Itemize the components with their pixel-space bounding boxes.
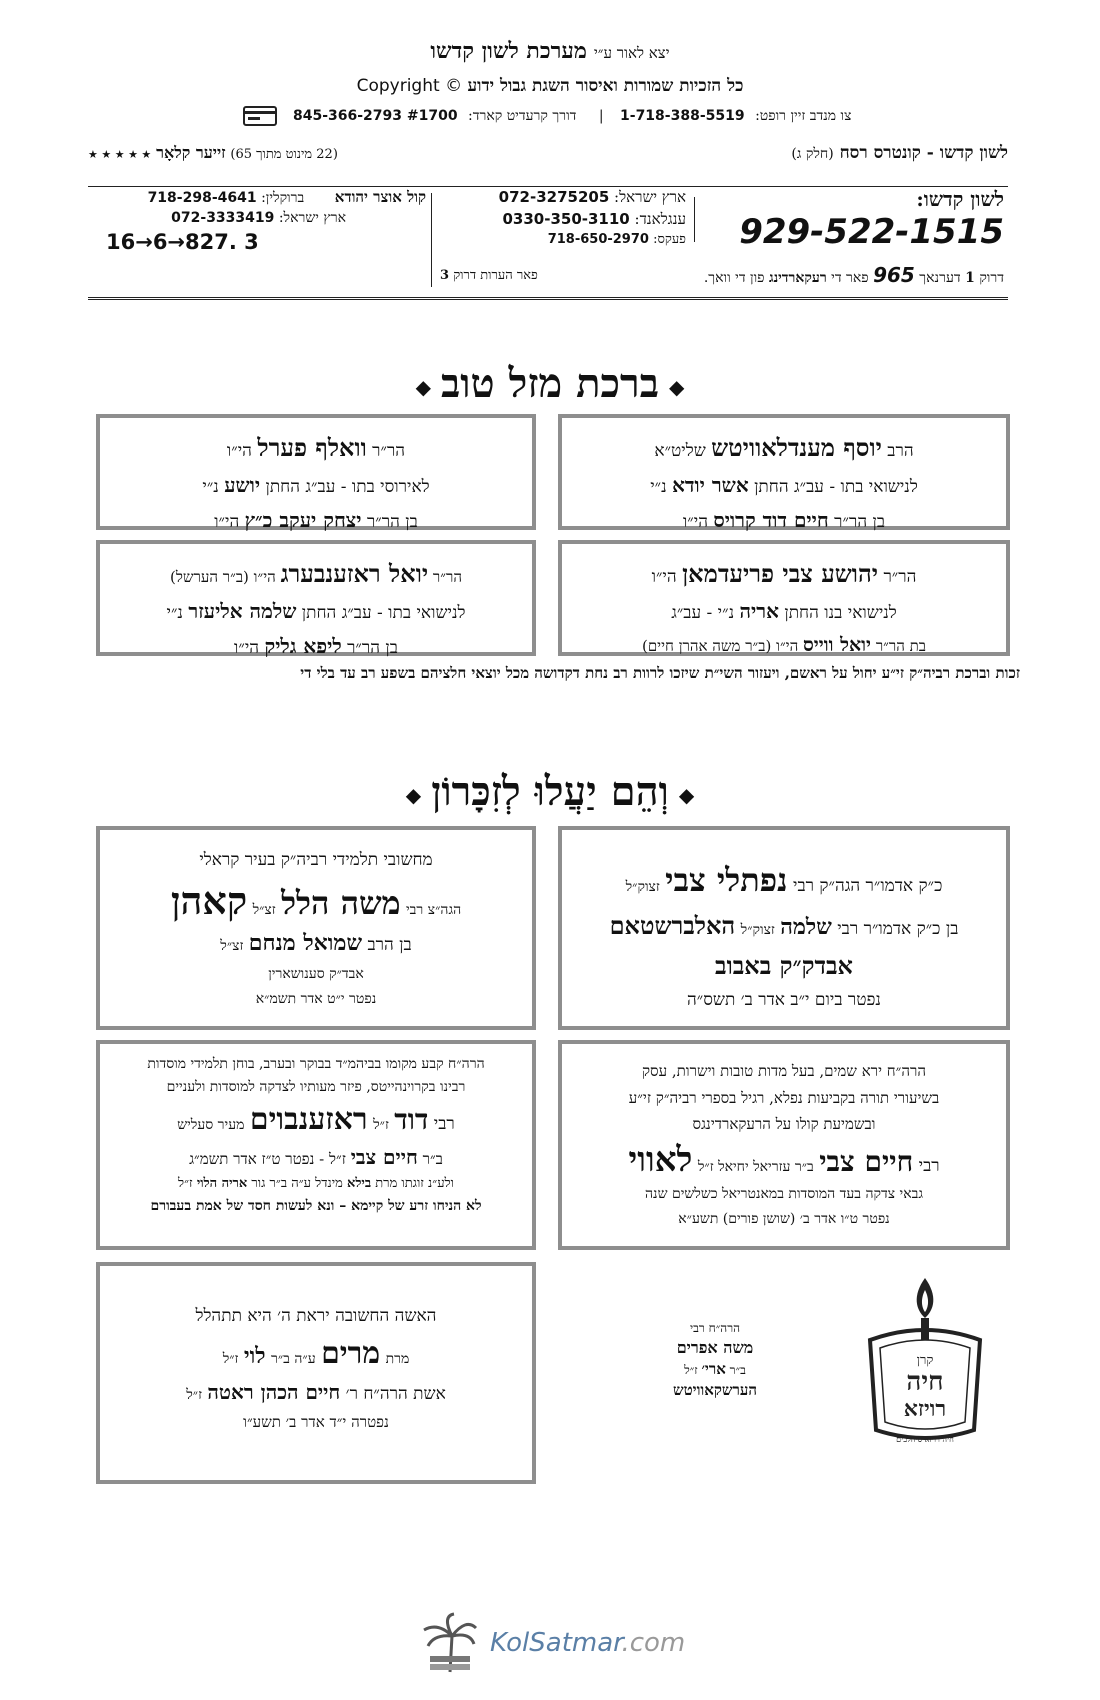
- card-text: מחשובי תלמידי רביה״ק בעיר קראלי: [199, 850, 433, 870]
- card-text: ז״ל: [186, 1386, 202, 1403]
- publisher-prefix: יצא לאור ע״י: [593, 44, 670, 62]
- card-text: ב״ר עזריאל יחיאל ז״ל: [697, 1158, 814, 1175]
- card-text: ז״ל: [222, 1350, 239, 1367]
- card-name: האלברשטאם: [609, 911, 736, 940]
- card-text: ע״ה ב״ר: [270, 1350, 316, 1367]
- card-name: משה הלל: [281, 883, 401, 922]
- card-text: נפטרה י״ד אדר ב׳ תשע״ו: [243, 1413, 389, 1431]
- card-name: חיים דוד קרויס: [713, 507, 829, 532]
- brooklyn-phone[interactable]: 718-298-4641: [147, 190, 257, 206]
- card-text: הי״ו (ב״ר משה אהרן חיים): [641, 636, 799, 655]
- card-name: יצחק יעקב כ״ץ: [244, 507, 362, 532]
- card-text: מינדל ע״ה ב״ר גור: [251, 1176, 343, 1191]
- card-name: בילא: [347, 1176, 372, 1191]
- card-name: דוד: [394, 1103, 429, 1136]
- card-text: הרב: [887, 441, 914, 461]
- israel-phone[interactable]: 072-3275205: [498, 188, 610, 206]
- card-name: לאווי: [628, 1139, 693, 1180]
- program-title-block: [791, 143, 1008, 163]
- credit-card-icon: [243, 106, 277, 126]
- card-text: זצ״ל: [220, 938, 244, 955]
- sponsor-text: ז״ל: [684, 1363, 698, 1378]
- card-text: הי״ו: [234, 637, 260, 658]
- fax-label: פעקס:: [653, 231, 686, 247]
- memorial-card: [96, 1262, 536, 1484]
- lk-label: לשון קדשו:: [916, 187, 1004, 211]
- memorial-card: [96, 1040, 536, 1250]
- card-name: יואל ראזענבערג: [280, 559, 429, 588]
- rights-line: [0, 76, 1100, 96]
- card-text: אשת הרה״ח ר׳: [345, 1383, 446, 1404]
- lk-phone[interactable]: 929-522-1515: [739, 212, 1004, 252]
- blessing-card: [96, 414, 536, 530]
- press-digit: 1: [965, 270, 975, 286]
- card-text: אבד״ק סענושארין: [268, 966, 364, 983]
- card-text: ז״ל: [373, 1117, 389, 1133]
- logo-line-3: רויזא: [903, 1396, 947, 1422]
- card-text: ז״ל - נפטר ט״ז אדר תשמ״ג: [189, 1150, 346, 1168]
- card-name: אריה הלוי: [196, 1176, 248, 1191]
- notes-digit: 3: [440, 268, 450, 283]
- diamond-icon: ◆: [415, 375, 432, 399]
- card-text: גבאי צדקה בעד המוסדות במאנטריאל כשלשים שנה: [644, 1186, 923, 1203]
- card-text: ב״ר: [422, 1150, 443, 1168]
- memorial-card: [558, 1040, 1010, 1250]
- card-text: הי״ו: [682, 511, 708, 532]
- england-row: [476, 209, 686, 231]
- publisher-line: [0, 38, 1100, 64]
- card-text: נ״י: [202, 477, 219, 497]
- card-text: ולע״נ זוגתו מרת: [375, 1176, 454, 1191]
- memorial-title: [0, 768, 1100, 815]
- card-text: האשה החשובה יראת ה׳ היא תתהלל: [195, 1306, 437, 1326]
- card-text: הי״ו (ב״ר הערשל): [170, 568, 276, 586]
- card-text: הי״ו: [651, 567, 677, 587]
- card-text: נפטר ט״ו אדר ב׳ (שושן פורים) תשע״א: [678, 1211, 890, 1228]
- sponsor-name: משה אפרים: [676, 1337, 754, 1357]
- memorial-card: [96, 826, 536, 1030]
- card-text: לנישואי בתו - עב״ג החתן: [754, 477, 918, 497]
- card-text: אבדק״ק באבוב: [715, 951, 853, 980]
- card-text: הי״ו: [214, 511, 240, 532]
- donate-phone[interactable]: 1-718-388-5519: [620, 108, 745, 124]
- card-text: כ״ק אדמו״ר הגה״ק רבי: [792, 876, 943, 896]
- memorial-title-text: וְהֵם יַעֲלוּ לְזִכָּרוֹן: [431, 768, 669, 815]
- press-recording: רעקארדינג: [768, 270, 827, 286]
- card-text: זצוק״ל: [625, 879, 660, 895]
- rating-stars-icon: ★ ★ ★ ★ ★: [88, 148, 152, 161]
- card-text: לאירוסי בתו - עב״ג החתן: [265, 477, 430, 497]
- lk-block: [704, 187, 1004, 252]
- blessing-card: [96, 540, 536, 656]
- card-text: ובשמיעת קולו על הרעקארדינגס: [692, 1115, 876, 1133]
- contact-line: [90, 106, 1010, 126]
- press-text: פון די וואך.: [703, 270, 765, 286]
- divider: [694, 197, 695, 242]
- logo-line-1: קרן: [916, 1353, 934, 1368]
- card-text: שליט״א: [654, 441, 706, 461]
- card-text: לא הניחו זרע של קיימא – ונא לעשות חסד של אמת בעבורם: [150, 1197, 482, 1214]
- card-text: רבינו בקרוינהייטס, פיזר מעותיו לצדקה למוסדות ולעניים: [166, 1079, 466, 1095]
- kol-label: קול אוצר יהודא: [334, 188, 426, 206]
- card-name: אריה: [739, 599, 779, 623]
- notes-label: פאר הערות דרוק: [453, 268, 538, 283]
- footer-brand-name: KolSatmar: [490, 1628, 622, 1658]
- footer-brand[interactable]: [490, 1628, 685, 1658]
- donate-label: צו מנדב זיין רופט:: [755, 108, 852, 124]
- card-text: רבי: [433, 1114, 455, 1134]
- intl-phones: [476, 187, 686, 249]
- card-text: נ״י: [650, 477, 667, 497]
- card-text: הר״ר: [432, 568, 462, 586]
- publisher-name: מערכת לשון קדשו: [430, 38, 587, 64]
- israel2-row: [96, 209, 426, 229]
- program-speaker: זייער קלאָר: [156, 143, 226, 162]
- card-text: בן הר״ר: [366, 511, 418, 532]
- diamond-icon: ◆: [678, 783, 695, 807]
- england-phone[interactable]: 0330-350-3110: [502, 209, 630, 228]
- england-label: ענגלאנד:: [634, 209, 686, 228]
- israel-row: [476, 187, 686, 209]
- card-text: נ״י - עב״ג: [671, 603, 735, 623]
- card-name: יואל ווייס: [802, 633, 872, 656]
- israel2-phone[interactable]: 072-3333419: [171, 209, 275, 226]
- sponsor-block: [640, 1320, 790, 1401]
- card-text: בת הר״ר: [875, 636, 927, 655]
- blessings-title-text: ברכת מזל טוב: [441, 360, 659, 407]
- palm-tree-icon: [420, 1612, 480, 1676]
- card-text: מרת: [385, 1350, 410, 1367]
- blessing-card: [558, 414, 1010, 530]
- card-text: לנישואי בתו - עב״ג החתן: [301, 603, 466, 623]
- card-text: ז״ל: [178, 1176, 193, 1191]
- fax-row: [476, 231, 686, 250]
- sponsor-name: ארי׳: [701, 1360, 726, 1379]
- card-name: מרים: [321, 1335, 381, 1371]
- rights-text: כל הזכיות שמורות ואיסור השגת גבול ידוע: [467, 76, 744, 96]
- memorial-card: [558, 826, 1010, 1030]
- card-text: בשיעורי תורה בקביעות נפלא, רגיל בספרי רביה״ק זי״ע: [628, 1088, 940, 1107]
- israel-label: ארץ ישראל:: [614, 188, 686, 206]
- footer-brand-tld: .com: [621, 1628, 686, 1658]
- card-text: מעיר סעליש: [177, 1117, 245, 1133]
- card-text: לנישואי בנו החתן: [784, 603, 897, 623]
- sponsor-text: הרה״ח רבי: [690, 1321, 740, 1335]
- card-name: יהושע צבי פריעדמאן: [682, 559, 879, 588]
- extension-code: 16→6→827. 3: [106, 230, 259, 255]
- card-text: בן הר״ר: [834, 511, 886, 532]
- kol-block: [96, 187, 426, 258]
- phone-box: [88, 186, 1008, 300]
- card-text: בן הר״ר: [347, 637, 398, 658]
- notes-row: [440, 267, 590, 283]
- card-name: וואלף פערל: [257, 433, 367, 462]
- blessings-title: [0, 360, 1100, 407]
- card-phone[interactable]: 845-366-2793 #1700: [292, 108, 458, 124]
- logo-arc-text: חיה רויזא סיחלבים: [896, 1435, 954, 1444]
- card-text: הרה״ח קבע מקומו בביהמ״ד בבוקר ובערב, בוחן תלמידי מוסדות: [147, 1056, 485, 1072]
- card-text: הר״ר: [883, 567, 917, 587]
- separator: |: [598, 108, 604, 124]
- blessing-card: [558, 540, 1010, 656]
- program-speaker-block: [88, 143, 338, 163]
- card-name: שלמה אליעזר: [188, 599, 297, 623]
- card-name: חיים הכהן ראטה: [207, 1379, 341, 1404]
- diamond-icon: ◆: [668, 375, 685, 399]
- card-name: חיים צבי: [350, 1145, 418, 1169]
- candle-logo-icon: [850, 1270, 1000, 1460]
- card-name: חיים צבי: [819, 1144, 914, 1178]
- blessing-note: זכות וברכת רביה״ק זי״ע יחול על ראשם, ויעזור השי״ת שיזכו לרוות רב נחת דקדושה מכל יוצאי חלציהם בשפע רב עד בלי די: [300, 664, 1020, 682]
- diamond-icon: ◆: [405, 783, 422, 807]
- card-name: נפתלי צבי: [665, 861, 788, 899]
- press-text: פאר די: [831, 270, 869, 286]
- card-text: נפטר ביום י״ב אדר ב׳ תשס״ה: [687, 990, 881, 1010]
- program-title: לשון קדשו - קונטרס רסח: [839, 143, 1008, 163]
- israel2-label: ארץ ישראל:: [278, 209, 346, 226]
- fax-phone[interactable]: 718-650-2970: [547, 231, 649, 247]
- program-duration: (22 מינוט מתוך 65): [230, 147, 338, 162]
- card-text: הי״ו: [226, 441, 252, 461]
- press-code: 965: [873, 263, 915, 287]
- sponsor-text: ב״ר: [729, 1363, 746, 1378]
- card-name: יושע: [224, 473, 261, 497]
- program-part: (חלק ג): [791, 146, 834, 162]
- card-text: זצוק״ל: [740, 922, 775, 938]
- logo-line-2: חיה: [906, 1367, 944, 1397]
- brooklyn-label: ברוקלין:: [261, 190, 305, 206]
- card-name: ליפא גליק: [264, 633, 342, 658]
- kol-row: [96, 187, 426, 209]
- card-label: דורך קרעדיט קארד:: [468, 108, 577, 124]
- card-text: הגה״צ רבי: [406, 901, 462, 918]
- card-name: שלמה: [780, 914, 832, 940]
- card-text: בן הרב: [367, 935, 412, 956]
- press-text: דרוק: [979, 270, 1004, 286]
- card-name: אשר יודא: [672, 473, 749, 497]
- card-text: בן כ״ק אדמו״ר רבי: [837, 919, 959, 939]
- card-name: לוי: [243, 1342, 266, 1369]
- card-text: נפטר י״ט אדר תשמ״א: [255, 991, 377, 1008]
- card-text: הרה״ח ירא שמים, בעל מדות טובות וישרות, עסק: [642, 1062, 926, 1080]
- divider: [431, 193, 432, 287]
- sponsor-name: הערשקאוויטש: [672, 1381, 758, 1400]
- card-name: קאהן: [170, 877, 248, 923]
- press-text: דערנאך: [919, 270, 961, 286]
- card-name: יוסף מענדלאוויטש: [711, 433, 882, 462]
- card-text: רבי: [918, 1155, 940, 1176]
- card-name: ראזענבוים: [249, 1102, 368, 1137]
- card-text: נ״י: [166, 603, 183, 623]
- donate-contact: [620, 108, 857, 124]
- card-text: הר״ר: [372, 441, 406, 461]
- copyright-text: Copyright ©: [356, 76, 463, 96]
- card-contact: [293, 108, 582, 124]
- card-text: זצ״ל: [252, 901, 276, 918]
- card-name: שמואל מנחם: [248, 930, 363, 957]
